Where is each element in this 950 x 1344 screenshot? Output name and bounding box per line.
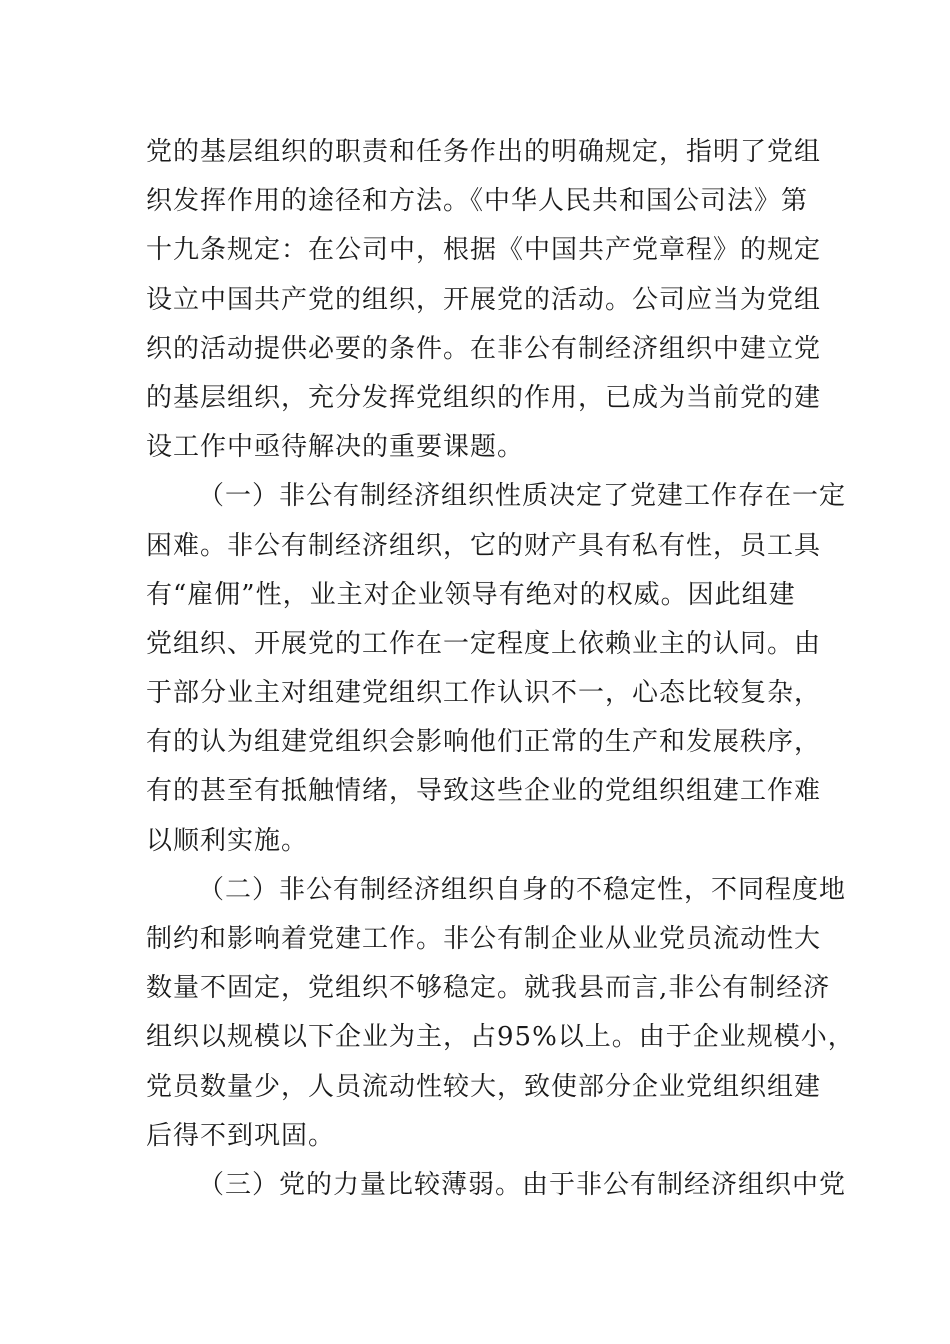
- text-line: 有的认为组建党组织会影响他们正常的生产和发展秩序，: [146, 727, 822, 758]
- text-line: 有的甚至有抵触情绪，导致这些企业的党组织组建工作难: [146, 776, 822, 807]
- text-line: 党员数量少，人员流动性较大，致使部分企业党组织组建: [146, 1071, 822, 1102]
- text-line: 的基层组织，充分发挥党组织的作用，已成为当前党的建: [146, 382, 822, 413]
- text-line: 设工作中亟待解决的重要课题。: [146, 432, 525, 463]
- text-line: 以顺利实施。: [146, 825, 309, 856]
- text-line: 组织以规模以下企业为主，占95%以上。由于企业规模小，: [146, 1022, 855, 1053]
- paragraph-1-first-line: （一）非公有制经济组织性质决定了党建工作存在一定: [198, 481, 847, 512]
- paragraph-3-first-line: （三）党的力量比较薄弱。由于非公有制经济组织中党: [198, 1169, 847, 1200]
- text-line: 制约和影响着党建工作。非公有制企业从业党员流动性大: [146, 924, 822, 954]
- text-line: 有“雇佣”性，业主对企业领导有绝对的权威。因此组建: [146, 579, 796, 610]
- text-line: 困难。非公有制经济组织，它的财产具有私有性，员工具: [146, 530, 822, 561]
- body-text: [146, 128, 855, 1210]
- text-line: 设立中国共产党的组织，开展党的活动。公司应当为党组: [146, 284, 822, 315]
- text-line: 数量不固定，党组织不够稳定。就我县而言,非公有制经济: [146, 973, 831, 1004]
- paragraph-2-first-line: （二）非公有制经济组织自身的不稳定性，不同程度地: [198, 874, 847, 905]
- text-line: 织发挥作用的途径和方法。《中华人民共和国公司法》第: [146, 186, 809, 217]
- text-line: 织的活动提供必要的条件。在非公有制经济组织中建立党: [146, 333, 822, 364]
- text-line: 党的基层组织的职责和任务作出的明确规定，指明了党组: [146, 137, 822, 167]
- text-line: 后得不到巩固。: [146, 1120, 336, 1151]
- text-line: 党组织、开展党的工作在一定程度上依赖业主的认同。由: [146, 628, 822, 659]
- text-line: 于部分业主对组建党组织工作认识不一，心态比较复杂，: [146, 678, 822, 709]
- text-line: 十九条规定：在公司中，根据《中国共产党章程》的规定: [146, 235, 822, 266]
